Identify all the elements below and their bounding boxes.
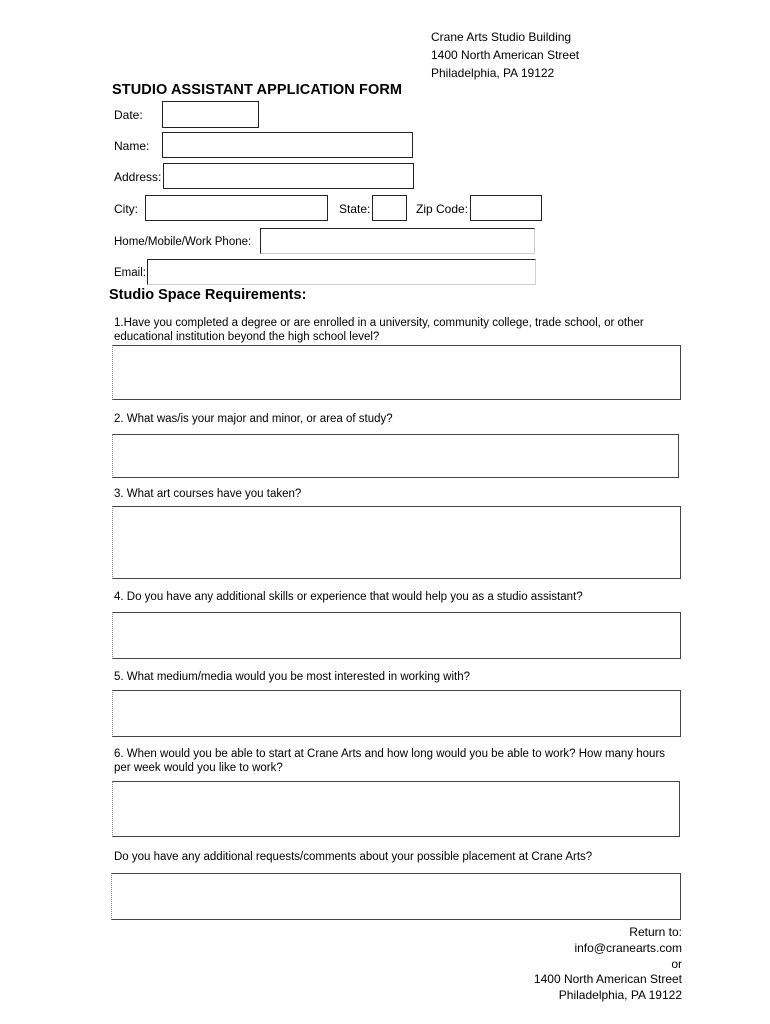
return-city: Philadelphia, PA 19122	[558, 988, 682, 1002]
question-3-answer-box[interactable]	[112, 506, 681, 579]
question-5-answer-box[interactable]	[112, 690, 681, 737]
email-label: Email:	[114, 267, 146, 279]
return-to-label: Return to:	[629, 925, 682, 939]
question-4-label: 4. Do you have any additional skills or experience that would help you as a studio assistant?	[114, 591, 583, 603]
question-2-answer-box[interactable]	[112, 434, 679, 478]
return-street: 1400 North American Street	[533, 972, 682, 986]
date-label: Date:	[114, 108, 143, 122]
comments-answer-box[interactable]	[111, 873, 681, 920]
return-email: info@cranearts.com	[574, 941, 682, 955]
question-1-answer-box[interactable]	[112, 345, 681, 400]
phone-label: Home/Mobile/Work Phone:	[114, 236, 252, 248]
return-or: or	[671, 957, 682, 971]
question-6-label: 6. When would you be able to start at Crane Arts and how long would you be able to work? How many hours per week would you like to work?	[114, 748, 666, 774]
email-field[interactable]	[147, 259, 536, 285]
address-field[interactable]	[163, 163, 414, 189]
zip-code-field[interactable]	[470, 195, 542, 221]
name-field[interactable]	[162, 132, 413, 158]
header-address-line-1: Crane Arts Studio Building	[431, 30, 572, 44]
state-label: State:	[339, 202, 371, 216]
phone-field[interactable]	[260, 228, 535, 254]
question-4-answer-box[interactable]	[112, 612, 681, 659]
section-title: Studio Space Requirements:	[109, 287, 307, 303]
question-5-label: 5. What medium/media would you be most interested in working with?	[114, 671, 471, 683]
address-label: Address:	[114, 170, 162, 184]
city-field[interactable]	[145, 195, 328, 221]
date-field[interactable]	[162, 101, 259, 128]
form-title: STUDIO ASSISTANT APPLICATION FORM	[112, 82, 403, 98]
comments-question-label: Do you have any additional requests/comments about your possible placement at Crane Arts?	[114, 851, 593, 863]
state-field[interactable]	[372, 195, 407, 221]
header-address-line-2: 1400 North American Street	[431, 48, 580, 62]
question-2-label: 2. What was/is your major and minor, or area of study?	[114, 413, 393, 425]
question-1-label: 1.Have you completed a degree or are enrolled in a university, community college, trade school, or other educational institution beyond the high school level?	[114, 317, 644, 343]
name-label: Name:	[114, 139, 150, 153]
header-address-line-3: Philadelphia, PA 19122	[431, 66, 555, 80]
question-6-answer-box[interactable]	[112, 781, 680, 837]
zip-code-label: Zip Code:	[416, 202, 469, 216]
question-3-label: 3. What art courses have you taken?	[114, 488, 302, 500]
city-label: City:	[114, 202, 138, 216]
